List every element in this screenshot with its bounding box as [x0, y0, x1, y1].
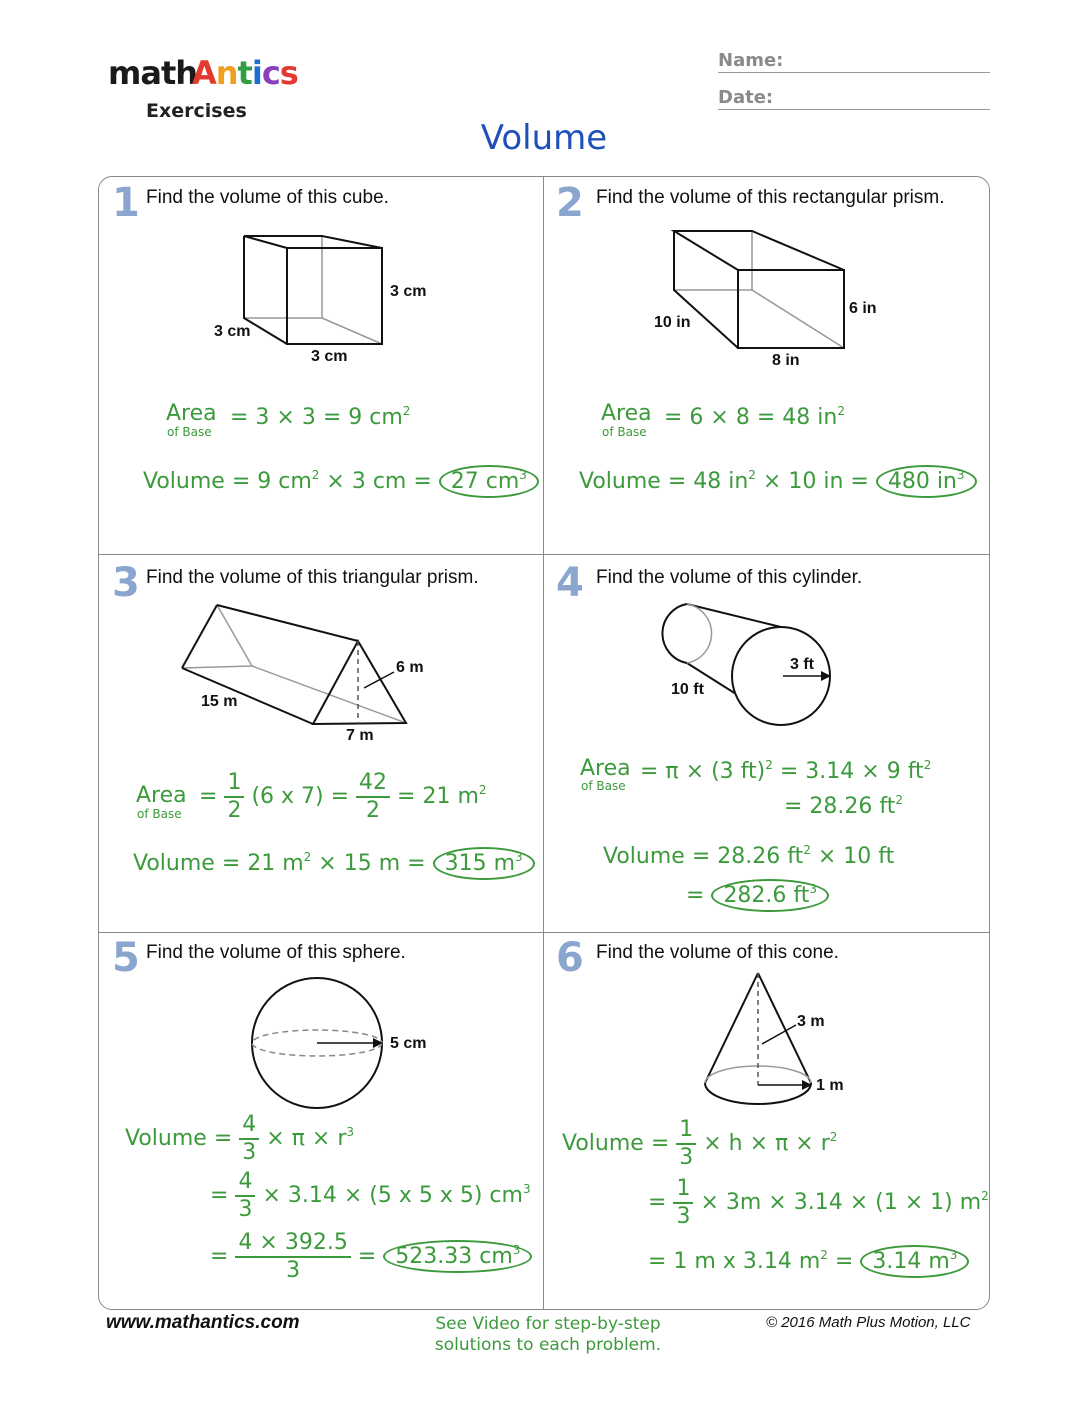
area-equation: = $\frac{1}{2}$ (6 x 7) = $\frac{42}{2}$ = 21 $m^2$	[199, 770, 487, 823]
problem-prompt: Find the volume of this cylinder.	[596, 567, 863, 588]
problem-prompt: Find the volume of this cone.	[596, 942, 839, 963]
area-subscript: of Base	[581, 779, 626, 793]
answer-circle: 315 $m^3$	[433, 847, 535, 880]
answer-circle: 282.6 $ft^3$	[711, 879, 829, 912]
volume-equation: Volume = 9 $cm^2 \times 3$ cm = 27 $cm^3$	[143, 468, 539, 494]
name-label: Name:	[718, 50, 784, 71]
logo-letter: n	[215, 54, 238, 92]
dimension-label: 5 cm	[390, 1035, 427, 1052]
volume-result: = 282.6 $ft^3$	[686, 882, 829, 908]
area-equation: = 6 × 8 = 48 $in^2$	[664, 404, 845, 430]
problem-prompt: Find the volume of this sphere.	[146, 942, 406, 963]
problem-number: 6	[556, 935, 584, 981]
dimension-label: 3 cm	[214, 323, 251, 340]
footer-note: See Video for step-by-step solutions to each problem.	[434, 1314, 662, 1355]
logo-math: math	[108, 54, 198, 92]
dimension-label: 3 cm	[311, 348, 348, 365]
dimension-label: 1 m	[816, 1077, 844, 1094]
volume-equation: Volume = 28.26 $ft^2 \times 10$ ft	[603, 843, 895, 869]
area-word: Area	[166, 401, 217, 426]
volume-equation: Volume = $\frac{4}{3}$ × $\pi \times r^3$	[125, 1112, 355, 1165]
logo-letter: c	[261, 54, 280, 92]
answer-circle: 3.14 $m^3$	[860, 1245, 969, 1278]
dimension-label: 10 ft	[671, 681, 704, 698]
problem-number: 1	[112, 180, 140, 226]
problem-prompt: Find the volume of this triangular prism.	[146, 567, 479, 588]
logo-letter: A	[192, 54, 216, 92]
volume-equation: Volume = $\frac{1}{3}$ × $h \times \pi \times r^2$	[562, 1117, 838, 1170]
logo-letter: i	[251, 54, 262, 92]
area-equation-result: = 28.26 $ft^2$	[784, 793, 904, 819]
area-word: Area	[580, 756, 631, 781]
footer-copyright: © 2016 Math Plus Motion, LLC	[766, 1314, 971, 1331]
problem-prompt: Find the volume of this rectangular prism.	[596, 187, 945, 208]
logo-letter: t	[237, 54, 252, 92]
volume-step: = $\frac{1}{3}$ × 3m × 3.14 × (1 × 1) $m^2$	[648, 1176, 989, 1229]
footer-url[interactable]: www.mathantics.com	[106, 1312, 300, 1333]
page-title: Volume	[480, 118, 608, 158]
area-word: Area	[136, 783, 187, 808]
problem-number: 3	[112, 560, 140, 606]
logo-letter: s	[279, 54, 298, 92]
area-equation: = 3 × 3 = 9 $cm^2$	[230, 404, 411, 430]
area-word: Area	[601, 401, 652, 426]
dimension-label: 3 m	[797, 1013, 825, 1030]
dimension-label: 6 m	[396, 659, 424, 676]
answer-circle: 27 $cm^3$	[439, 465, 539, 498]
answer-circle: 480 $in^3$	[876, 465, 977, 498]
volume-result: = 1 m x 3.14 $m^2 = 3.14$ $m^3$	[648, 1248, 969, 1274]
logo-subtitle: Exercises	[146, 100, 247, 122]
dimension-label: 3 cm	[390, 283, 427, 300]
dimension-label: 7 m	[346, 727, 374, 744]
dimension-label: 8 in	[772, 352, 800, 369]
dimension-label: 3 ft	[790, 656, 814, 673]
problem-number: 5	[112, 935, 140, 981]
dimension-label: 6 in	[849, 300, 877, 317]
area-subscript: of Base	[167, 425, 212, 439]
area-subscript: of Base	[602, 425, 647, 439]
dimension-label: 15 m	[201, 693, 238, 710]
volume-equation: Volume = 21 $m^2 \times 15$ m = 315 $m^3$	[133, 850, 535, 876]
dimension-label: 10 in	[654, 314, 691, 331]
volume-equation: Volume = 48 $in^2 \times 10$ in = 480 $in^3$	[579, 468, 977, 494]
problem-prompt: Find the volume of this cube.	[146, 187, 389, 208]
problem-number: 2	[556, 180, 584, 226]
volume-step: = $\frac{4}{3}$ × 3.14 × (5 x 5 x 5) $cm^3$	[210, 1169, 531, 1222]
problem-number: 4	[556, 560, 584, 606]
volume-result: = $\frac{4 \times 392.5}{3}$ = 523.33 $cm^3$	[210, 1230, 532, 1284]
date-label: Date:	[718, 87, 774, 108]
answer-circle: 523.33 $cm^3$	[383, 1240, 532, 1273]
area-equation: = π × (3 ft)$^2$ = 3.14 × 9 $ft^2$	[640, 758, 932, 784]
area-subscript: of Base	[137, 807, 182, 821]
